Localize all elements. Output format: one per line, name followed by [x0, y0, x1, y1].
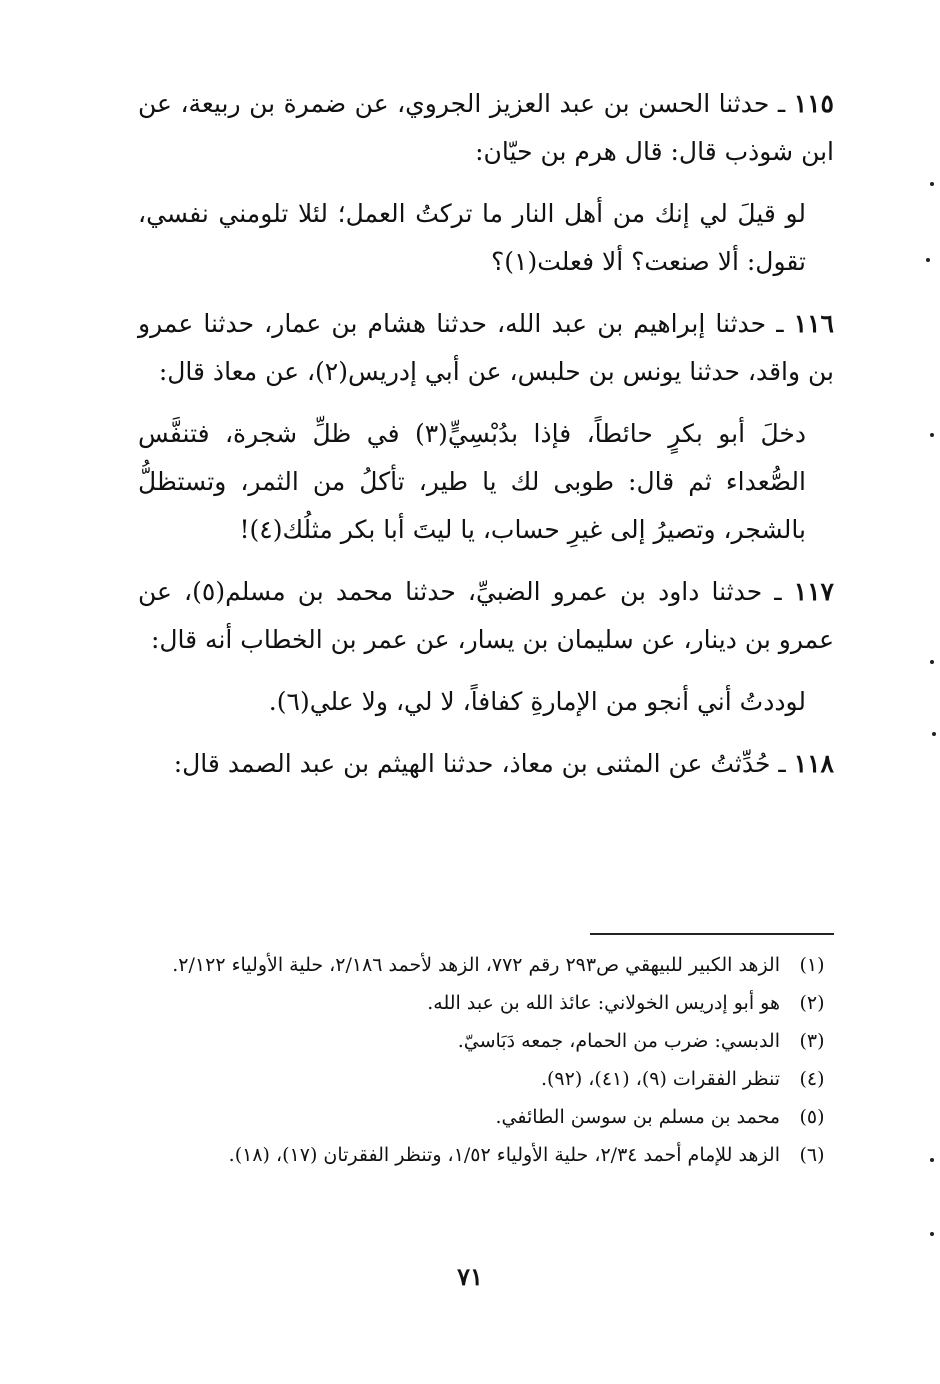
margin-speck: [930, 660, 934, 664]
footnote-mark: (١): [799, 954, 825, 976]
margin-speck: [926, 258, 930, 262]
footnote-text: تنظر الفقرات (٩)، (٤١)، (٩٢).: [540, 1068, 780, 1090]
footnote-mark: (٤): [799, 1068, 825, 1090]
paragraph-number: ١١٨: [793, 749, 834, 778]
quote-paragraph: [138, 190, 834, 286]
footnote-text: محمد بن مسلم بن سوسن الطائفي.: [495, 1106, 780, 1128]
quote-paragraph: [138, 410, 834, 554]
margin-speck: [930, 1232, 934, 1236]
footnote-2: [138, 988, 834, 1019]
paragraph-number: ١١٦: [793, 309, 834, 338]
paragraph-117: [138, 568, 834, 664]
paragraph-number: ١١٧: [793, 577, 834, 606]
paragraph-118: [138, 740, 834, 788]
page-number: ٧١: [457, 1262, 483, 1291]
footnote-mark: (٦): [799, 1144, 825, 1166]
margin-speck: [930, 182, 934, 186]
paragraph-text: دخلَ أبو بكرٍ حائطاً، فإذا بدُبْسِيٍّ(٣) في ظلِّ شجرة، فتنفَّس الصُّعداء ثم قال: طوبى لك يا طير، تأكلُ من الثمر، وتستظلُّ بالشجر، وتصيرُ إلى غيرِ حساب، يا ليتَ أبا بكر مثلُك(٤)!: [138, 419, 806, 544]
paragraph-text: ـ حدثنا إبراهيم بن عبد الله، حدثنا هشام بن عمار، حدثنا عمرو بن واقد، حدثنا يونس بن حلبس، عن أبي إدريس(٢)، عن معاذ قال:: [138, 309, 834, 386]
main-text: [138, 80, 834, 802]
paragraph-text: لو قيلَ لي إنك من أهل النار ما تركتُ العمل؛ لئلا تلومني نفسي، تقول: ألا صنعت؟ ألا فعلت(١)؟: [138, 199, 806, 276]
paragraph-text: ـ حُدِّثتُ عن المثنى بن معاذ، حدثنا الهيثم بن عبد الصمد قال:: [173, 749, 794, 778]
paragraph-116: [138, 300, 834, 396]
footnote-mark: (٢): [799, 992, 825, 1014]
quote-paragraph: [138, 678, 834, 726]
footnote-5: [138, 1102, 834, 1133]
paragraph-text: لوددتُ أني أنجو من الإمارةِ كفافاً، لا لي، ولا علي(٦).: [268, 687, 806, 716]
footnote-1: [138, 950, 834, 981]
footnote-divider: [590, 933, 834, 935]
footnote-3: [138, 1026, 834, 1057]
footnote-text: الزهد للإمام أحمد ٢/٣٤، حلية الأولياء ١/٥٢، وتنظر الفقرتان (١٧)، (١٨).: [228, 1144, 780, 1166]
paragraph-number: ١١٥: [793, 89, 834, 118]
margin-speck: [930, 1158, 934, 1162]
footnotes: [138, 950, 834, 1178]
paragraph-text: ـ حدثنا الحسن بن عبد العزيز الجروي، عن ضمرة بن ربيعة، عن ابن شوذب قال: قال هرم بن حيّان:: [138, 89, 834, 166]
footnote-text: الدبسي: ضرب من الحمام، جمعه دَبَاسيّ.: [457, 1030, 780, 1052]
footnote-mark: (٣): [799, 1030, 825, 1052]
footnote-mark: (٥): [799, 1106, 825, 1128]
footnote-text: الزهد الكبير للبيهقي ص٢٩٣ رقم ٧٧٢، الزهد لأحمد ٢/١٨٦، حلية الأولياء ٢/١٢٢.: [172, 954, 780, 976]
margin-speck: [932, 732, 936, 736]
margin-speck: [930, 433, 934, 437]
footnote-6: [138, 1140, 834, 1171]
footnote-text: هو أبو إدريس الخولاني: عائذ الله بن عبد الله.: [427, 992, 780, 1014]
paragraph-115: [138, 80, 834, 176]
paragraph-text: ـ حدثنا داود بن عمرو الضبيِّ، حدثنا محمد بن مسلم(٥)، عن عمرو بن دينار، عن سليمان بن يسار، عن عمر بن الخطاب أنه قال:: [138, 577, 834, 654]
footnote-4: [138, 1064, 834, 1095]
